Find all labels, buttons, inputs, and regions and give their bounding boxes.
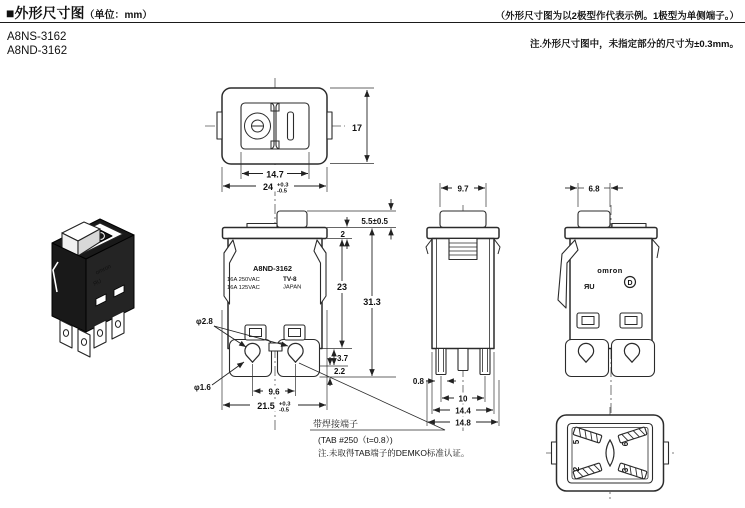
terminal-number-3: 3 [621,467,630,473]
rear-body [570,239,652,349]
marking-rating-2: 16A 125VAC [227,285,260,291]
callout-title: 带焊接端子 [313,419,359,429]
rear-rocker [578,211,610,228]
unit-label: （单位：mm） [84,10,153,21]
dim-hole-small: φ1.6 [194,383,211,392]
side-right-clip [494,239,500,254]
rocker-slot [288,112,294,140]
bottom-view [546,407,674,499]
rear-right-clip [652,239,659,258]
dim-body-width: 21.5 [257,401,275,411]
tolerance-note: 注.外形尺寸图中，未指定部分的尺寸为±0.3mm。 [530,39,739,50]
dim-body-width-tol-minus: -0.5 [279,407,289,414]
photo-ul-marking: ЯU [92,278,103,288]
side-left-clip [426,239,432,254]
side-rocker [440,211,486,228]
front-body [228,239,322,349]
dim-hole-large: φ2.8 [196,317,213,326]
rear-window-right [620,313,642,328]
marking-rating-1: 16A 250VAC [227,277,260,283]
top-view-right-tab [327,112,332,139]
marking-model: A8ND-3162 [253,264,293,273]
dim-side-width-1: 14.4 [455,406,471,416]
dim-top-outer-tol-minus: -0.5 [277,188,287,195]
dim-side-rocker-width: 9.7 [457,184,469,194]
switch-terminal-2 [78,329,90,357]
dim-top-inner-width: 14.7 [266,169,284,180]
front-rocker [277,211,307,228]
front-view [194,199,396,414]
dim-flange-height: 2 [340,230,345,239]
dim-top-height: 17 [351,123,362,133]
bottom-left-tab [552,442,557,464]
product-illustration [52,219,134,357]
side-view [413,183,500,433]
photo-brand-marking: omron [94,263,113,277]
demko-mark-letter: D [627,280,633,287]
front-window-right [284,325,305,340]
front-window-left [245,325,266,340]
front-flange [223,228,328,239]
side-terminal-tab-2 [458,349,468,371]
dim-side-width-2: 14.8 [455,418,471,428]
callout-tab-spec: (TAB #250（t=0.8）) [318,435,393,445]
dim-terminal-pitch: 9.6 [268,387,280,397]
top-view-left-tab [217,112,222,139]
rear-flange [565,228,657,239]
model-number-a8ns: A8NS-3162 [7,31,67,43]
side-terminal-tab-3 [480,349,490,375]
terminal-number-6: 6 [621,441,630,447]
dim-top-outer-width: 24 [262,182,274,192]
rear-brand-marking: omron [597,266,623,275]
dim-body-width-tol-plus: +0.3 [279,401,291,408]
section-title: ■外形尺寸图 [6,5,85,21]
callout-demko-note: 注.未取得TAB端子的DEMKO标准认证。 [318,448,470,458]
dim-rocker-height: 5.5±0.5 [361,217,388,226]
bottom-right-tab [664,442,669,464]
dim-rear-rocker-width: 6.8 [588,184,600,194]
rear-window-left [577,313,599,328]
rear-view [558,183,659,425]
marking-tv-rating: TV-8 [283,276,297,283]
dim-total-height: 31.3 [363,297,381,307]
rear-ul-mark: ЯU [584,282,595,291]
header-side-note: （外形尺寸图为以2极型作代表示例。1极型为单侧端子。） [495,11,739,22]
side-flange [427,228,499,239]
terminal-number-5: 5 [572,439,581,445]
side-terminal-tab-1 [436,349,446,375]
switch-body-left-face [52,243,86,332]
dim-step-1: 3.7 [337,354,349,363]
dim-body-height: 23 [336,282,348,292]
marking-origin: JAPAN [283,284,302,291]
dim-side-pitch: 10 [458,394,468,404]
terminal-number-2: 2 [572,466,581,472]
model-number-a8nd: A8ND-3162 [7,45,68,57]
dim-terminal-thickness: 0.8 [412,377,424,386]
side-rocker-ribs [449,239,477,260]
dim-top-outer-tol-plus: +0.3 [277,182,289,189]
dim-step-2: 2.2 [334,367,346,376]
